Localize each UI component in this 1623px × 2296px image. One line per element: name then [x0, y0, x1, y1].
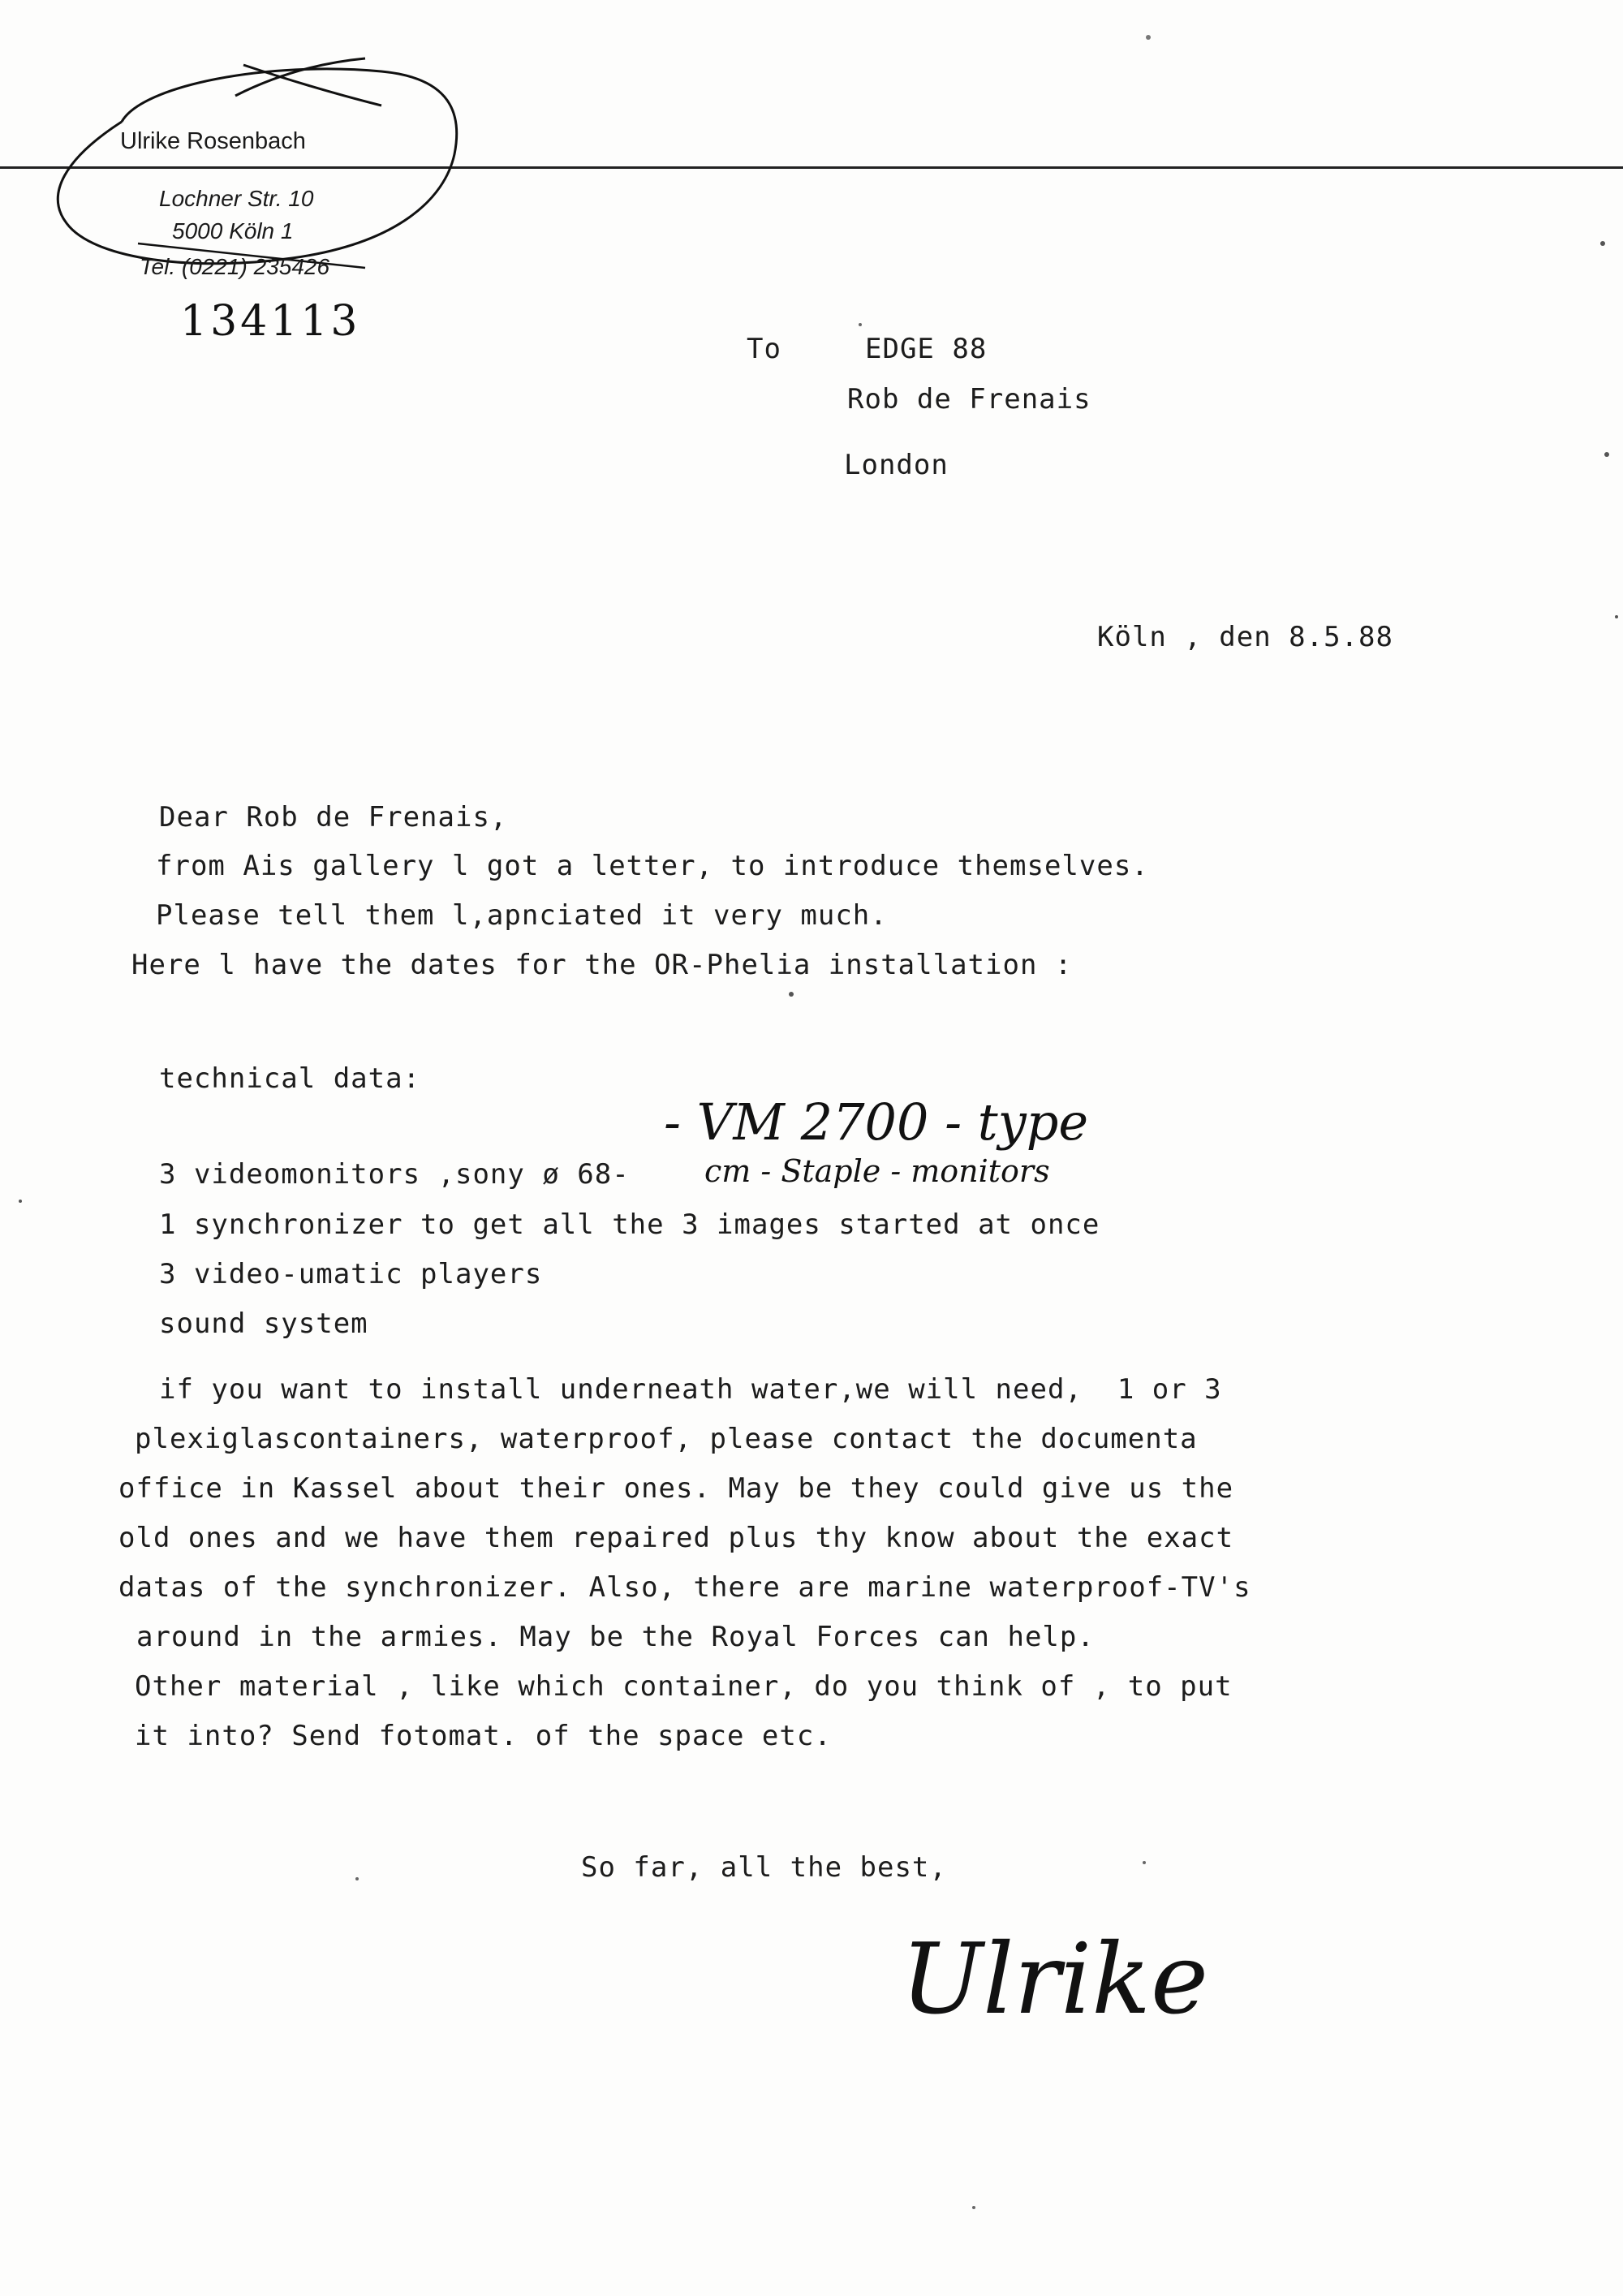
- sender-city: 5000 Köln 1: [172, 218, 294, 243]
- tech-item-monitors: 3 videomonitors ,sony ø 68-: [159, 1158, 630, 1191]
- sender-name: Ulrike Rosenbach: [120, 128, 306, 154]
- salutation: Dear Rob de Frenais,: [159, 801, 508, 834]
- sender-phone: Tel. (0221) 235426: [140, 254, 330, 279]
- intro-line-3: Here l have the dates for the OR-Phelia installation :: [131, 949, 1073, 981]
- body-line-7: Other material , like which container, do you think of , to put: [135, 1670, 1233, 1703]
- intro-line-2: Please tell them l,apnciated it very much.: [156, 899, 888, 932]
- recipient-person: Rob de Frenais: [847, 383, 1091, 416]
- body-line-8: it into? Send fotomat. of the space etc.: [135, 1720, 832, 1752]
- body-line-1: if you want to install underneath water,we will need, 1 or 3: [159, 1373, 1222, 1406]
- body-line-2: plexiglascontainers, waterproof, please contact the documenta: [135, 1423, 1198, 1455]
- body-line-4: old ones and we have them repaired plus thy know about the exact: [118, 1522, 1234, 1554]
- sender-street: Lochner Str. 10: [159, 186, 314, 211]
- intro-line-1: from Ais gallery l got a letter, to introduce themselves.: [156, 850, 1149, 882]
- handwritten-monitor-note: cm - Staple - monitors: [704, 1153, 1050, 1189]
- recipient-org: EDGE 88: [865, 333, 988, 365]
- closing-line: So far, all the best,: [581, 1851, 947, 1884]
- tech-item-sound: sound system: [159, 1307, 368, 1340]
- body-line-5: datas of the synchronizer. Also, there are marine waterproof-TV's: [118, 1571, 1251, 1604]
- tech-item-synchronizer: 1 synchronizer to get all the 3 images started at once: [159, 1208, 1100, 1241]
- recipient-city: London: [844, 449, 949, 481]
- handwritten-type-note: - VM 2700 - type: [664, 1092, 1089, 1152]
- technical-heading: technical data:: [159, 1062, 421, 1095]
- body-line-6: around in the armies. May be the Royal Forces can help.: [136, 1621, 1095, 1653]
- tech-item-players: 3 video-umatic players: [159, 1258, 543, 1290]
- to-label: To: [747, 333, 781, 365]
- body-line-3: office in Kassel about their ones. May be they could give us the: [118, 1472, 1234, 1505]
- date-line: Köln , den 8.5.88: [1097, 621, 1393, 653]
- signature: Ulrike: [901, 1923, 1208, 2036]
- archive-number: 134113: [180, 297, 361, 346]
